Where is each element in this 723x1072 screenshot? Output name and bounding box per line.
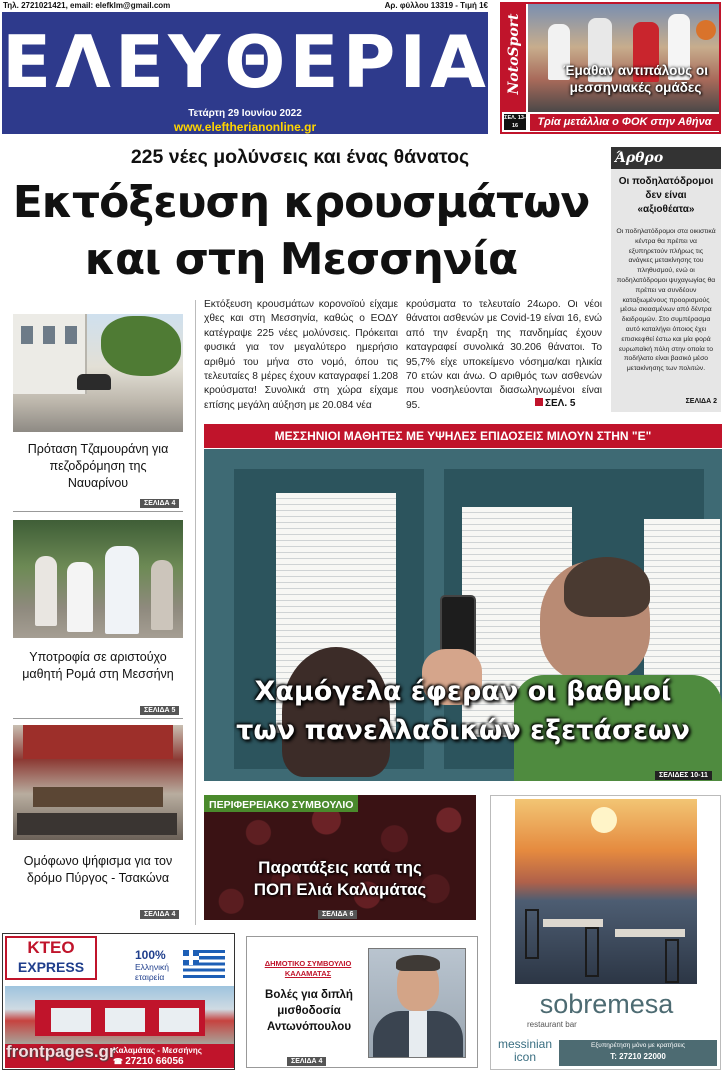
regional-label-text: ΠΕΡΙΦΕΡΕΙΑΚΟ ΣΥΜΒΟΥΛΙΟ (209, 799, 354, 811)
sport-page-tag: ΣΕΛ. 13-16 (504, 115, 526, 129)
opinion-text: Οι ποδηλατόδρομοι στα οικιστικά κέντρα θα πρέπει να εξυπηρετούν πλήρως τις ανάγκες μετακίνησης του πληθυσμού, ενώ οι ποδηλατόδρομοι ψυχαγωγίας θα πρέπει να συνδέουν καταξιωμένους προορισμούς μέσω σκιασμένων από δέντρα διαδρομών. Στο συμπέρασμα αυτό καταλήγει όποιος έχει επισκεφθεί έστω και μία φορά ευρωπαϊκή πόλη στην οποία το ποδήλατο είναι βασικό μέσο μετακίνησης των πολιτών. (616, 228, 716, 373)
masthead-issue: Αρ. φύλλου 13319 - Τιμή 1€ (384, 1, 488, 10)
regional-label (204, 795, 358, 812)
council-headline: Βολές για διπλή μισθοδοσία Αντωνόπουλου (265, 989, 353, 1033)
person-figure (35, 556, 57, 626)
icon-text: icon (513, 1050, 536, 1064)
sport-box[interactable] (500, 2, 721, 134)
sidebar-caption-3[interactable]: Ομόφωνο ψήφισμα για τον δρόμο Πύργος - Τσακώνα (23, 854, 173, 885)
opinion-page-ref: ΣΕΛΙΔΑ 2 (685, 398, 717, 405)
sport-photo (528, 4, 719, 112)
council-box[interactable] (246, 936, 478, 1068)
opinion-title: Οι ποδηλατόδρομοι δεν είναι «αξιοθέατα» (618, 176, 714, 215)
window-shape (159, 1008, 199, 1032)
kteo-logo (5, 936, 97, 980)
sidebar-caption-1[interactable]: Πρόταση Τζαμουράνη για πεζοδρόμηση της Ναυαρίνου (27, 442, 169, 490)
window-shape (21, 326, 33, 344)
phone-icon: ☎ (113, 1057, 126, 1066)
regional-photo[interactable] (204, 795, 476, 920)
chair-shape (585, 927, 599, 977)
sidebar-divider (195, 300, 196, 925)
person-figure (105, 546, 139, 634)
sobremesa-phone: Τ: 27210 22000 (610, 1052, 666, 1061)
sidebar-page-3: ΣΕΛΙΔΑ 4 (140, 910, 179, 919)
window-shape (65, 326, 77, 344)
person-hair (396, 955, 440, 971)
feature-headline-line-1: Χαμόγελα έφεραν οι βαθμοί (254, 676, 672, 707)
lead-page-label: ΣΕΛ. 5 (545, 398, 576, 409)
messinian-icon-logo (495, 1038, 555, 1064)
opinion-box[interactable] (611, 147, 721, 412)
sidebar-photo-award[interactable] (13, 520, 183, 638)
regional-headline-line-2: ΠΟΠ Ελιά Καλαμάτας (253, 880, 427, 899)
sun-icon (591, 807, 617, 833)
lead-page-ref[interactable] (535, 398, 575, 409)
feature-photo[interactable] (204, 449, 722, 781)
sport-brand (502, 4, 526, 112)
kteo-phone-number: 27210 66056 (125, 1056, 184, 1067)
person-shirt (409, 1011, 427, 1058)
feature-banner (204, 424, 722, 448)
table-shape (615, 929, 685, 937)
kteo-phone (113, 1056, 184, 1067)
sidebar-page-1: ΣΕΛΙΔΑ 4 (140, 499, 179, 508)
kteo-address: Καλαμάτας - Μεσσήνης (113, 1046, 202, 1055)
person-figure (67, 562, 93, 632)
feature-headline-line-2: των πανελλαδικών εξετάσεων (236, 715, 690, 746)
kteo-claim-2: Ελληνική (135, 962, 170, 972)
opinion-label (611, 147, 721, 169)
person-hair (564, 557, 650, 617)
chair-shape (525, 909, 539, 959)
curtain-shape (23, 725, 173, 759)
sidebar-page-2: ΣΕΛΙΔΑ 5 (140, 706, 179, 715)
lead-kicker: 225 νέες μολύνσεις και ένας θάνατος (130, 146, 470, 168)
person-head (282, 647, 390, 777)
council-portrait (368, 948, 466, 1058)
kteo-brand-1: ΚΤΕΟ (27, 938, 75, 957)
sidebar-caption-2[interactable]: Υποτροφία σε αριστούχο μαθητή Ρομά στη Μεσσήνη (22, 650, 174, 681)
sport-subline (530, 114, 719, 131)
sidebar-separator (13, 511, 183, 512)
feature-banner-text: ΜΕΣΣΗΝΙΟΙ ΜΑΘΗΤΕΣ ΜΕ ΥΨΗΛΕΣ ΕΠΙΔΟΣΕΙΣ ΜΙΛΟΥΝ ΣΤΗΝ "Ε" (274, 429, 652, 443)
window-shape (51, 1008, 91, 1032)
table-shape (33, 787, 163, 807)
kteo-claim-1: 100% (135, 948, 166, 962)
flag-canton (183, 950, 199, 965)
kteo-brand-2: EXPRESS (17, 959, 85, 975)
sidebar-photo-council[interactable] (13, 725, 183, 840)
sport-brand-text: NotoSport (506, 13, 522, 95)
kteo-photo (5, 986, 234, 1044)
table-shape (543, 919, 603, 927)
sobremesa-service: Εξυπηρέτηση μόνο με κρατήσεις (591, 1042, 685, 1049)
sobremesa-contact (559, 1040, 717, 1066)
chairs-shape (17, 813, 177, 835)
sport-headline: Έμαθαν αντιπάλους οι μεσσηνιακές ομάδες (563, 63, 708, 95)
lead-column-2: κρούσματα το τελευταίο 24ωρο. Οι νέοι θάνατοι ασθενών με Covid-19 είναι 16, ενώ από την έναρξη της πανδημίας έχουν καταγραφεί συνολικά 30.206 θάνατοι. Το 95,7% είχε υποκείμενο νόσημα/και ηλικία 70 ετών και άνω. Ο αριθμός των ασθενών που νοσηλεύονται διασωληνωμένοι είναι 95. (406, 299, 602, 411)
lead-headline-line-2[interactable]: και στη Μεσσηνία (84, 234, 518, 285)
sidebar-separator (13, 718, 183, 719)
regional-headline-line-1: Παρατάξεις κατά της (258, 858, 422, 877)
opinion-label-text: Άρθρο (615, 150, 664, 166)
masthead-banner (2, 12, 488, 134)
car-shape (77, 374, 111, 390)
lead-headline-line-1[interactable]: Εκτόξευση κρουσμάτων (12, 177, 590, 228)
sidebar-photo-street[interactable] (13, 314, 183, 432)
sobremesa-brand: sobremesa (539, 989, 674, 1019)
watermark: frontpages.gr (6, 1042, 116, 1061)
flag-cross (183, 956, 199, 960)
messinian-text: messinian (497, 1037, 553, 1051)
masthead-contact: Τηλ. 2721021421, email: elefklm@gmail.com (3, 1, 171, 10)
lead-column-1: Εκτόξευση κρουσμάτων κορονοϊού είχαμε χθες και στη Μεσσηνία, καθώς ο ΕΟΔΥ κατέγραψε 225 νέες μολύνσεις. Πρόκειται φυσικά για τον μεγαλύτερο ημερήσιο αριθμό του μήνα στο νομό, όπου τις τελευταίες 8 μέρες έχουν καταγραφεί 1.208 κρούσματα! Συνολικά στη χώρα είχαμε επίσης μεγάλη αύξηση με 20.084 νέα (204, 299, 398, 411)
council-page-ref: ΣΕΛΙΔΑ 4 (287, 1057, 326, 1066)
masthead-logo: ΕΛΕΥΘΕΡΙΑ (2, 20, 490, 104)
kteo-claim-3: εταιρεία (135, 972, 165, 982)
sobremesa-photo (515, 799, 697, 984)
ball-icon (696, 20, 716, 40)
masthead-date: Τετάρτη 29 Ιουνίου 2022 (188, 108, 302, 119)
person-figure (151, 560, 173, 630)
sobremesa-ad[interactable] (490, 795, 721, 1070)
square-bullet-icon (535, 398, 543, 406)
council-label-1: ΔΗΜΟΤΙΚΟ ΣΥΜΒΟΥΛΙΟ (264, 959, 352, 968)
greek-flag-icon (183, 950, 225, 978)
sport-subline-text: Τρία μετάλλια ο ΦΟΚ στην Αθήνα (537, 116, 712, 128)
council-label-2: ΚΑΛΑΜΑΤΑΣ (284, 969, 332, 978)
chair-shape (665, 939, 679, 983)
tree-shape (101, 316, 181, 376)
regional-page-ref: ΣΕΛΙΔΑ 6 (318, 910, 357, 919)
feature-page-ref: ΣΕΛΙΔΕΣ 10-11 (655, 771, 712, 780)
window-shape (105, 1008, 145, 1032)
masthead-website[interactable]: www.eleftherianonline.gr (173, 120, 317, 134)
sobremesa-sub: restaurant bar (527, 1020, 577, 1029)
window-shape (43, 326, 55, 344)
